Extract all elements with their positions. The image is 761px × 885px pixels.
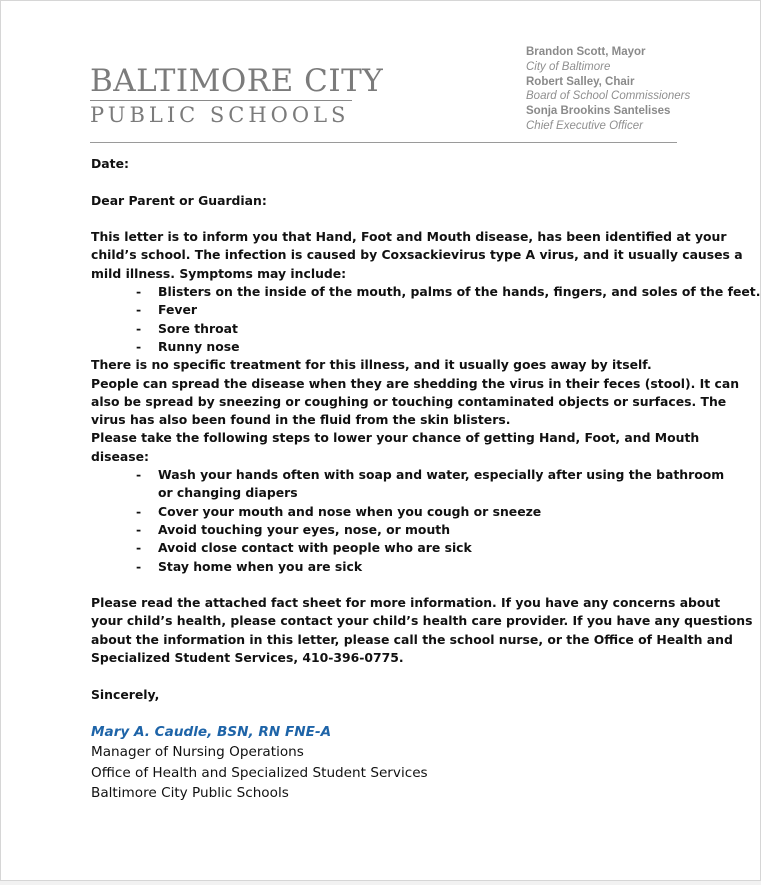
dash-bullet: - bbox=[136, 521, 142, 537]
list-item-text: Fever bbox=[158, 302, 197, 318]
official-name: Robert Salley, Chair bbox=[526, 75, 635, 88]
dash-bullet: - bbox=[136, 320, 142, 336]
treatment-text: There is no specific treatment for this illness, and it usually goes away by itself. bbox=[91, 357, 652, 373]
list-item bbox=[91, 320, 701, 338]
list-item bbox=[91, 466, 725, 503]
list-item-text-continued: or changing diapers bbox=[158, 485, 298, 501]
text-line: your child’s health, please contact your child’s health care provider. If you have any questions bbox=[91, 613, 753, 629]
list-item bbox=[91, 503, 701, 521]
officials-list bbox=[526, 45, 690, 134]
closing-paragraph bbox=[91, 594, 753, 667]
logo-wordmark-top: BALTIMORE CITY bbox=[90, 63, 384, 99]
list-item bbox=[91, 338, 701, 356]
letter-body bbox=[91, 155, 761, 803]
salutation: Dear Parent or Guardian: bbox=[91, 192, 267, 208]
list-item bbox=[91, 558, 701, 576]
list-item bbox=[91, 301, 701, 319]
text-line: Specialized Student Services, 410-396-0775. bbox=[91, 650, 404, 666]
list-item-text: Avoid close contact with people who are sick bbox=[158, 540, 472, 556]
list-item-text: Stay home when you are sick bbox=[158, 558, 363, 574]
text-line: This letter is to inform you that Hand, Foot and Mouth disease, has been identified at your bbox=[91, 229, 727, 245]
list-item-text: Cover your mouth and nose when you cough or sneeze bbox=[158, 503, 542, 519]
dash-bullet: - bbox=[136, 503, 142, 519]
signature-name: Mary A. Caudle, BSN, RN FNE-A bbox=[91, 724, 332, 741]
signature-office: Office of Health and Specialized Student Services bbox=[91, 764, 428, 781]
text-line: about the information in this letter, please call the school nurse, or the Office of Health and bbox=[91, 631, 733, 647]
dash-bullet: - bbox=[136, 302, 142, 318]
steps-intro bbox=[91, 429, 701, 466]
text-line: also be spread by sneezing or coughing or touching contaminated objects or surfaces. The bbox=[91, 393, 727, 409]
symptoms-list bbox=[91, 283, 761, 356]
dash-bullet: - bbox=[136, 338, 142, 354]
list-item-text: Runny nose bbox=[158, 338, 240, 354]
text-line: Please take the following steps to lower your chance of getting Hand, Foot, and Mouth bbox=[91, 430, 700, 446]
signature-block bbox=[91, 722, 701, 803]
intro-paragraph bbox=[91, 228, 743, 283]
list-item-text: Avoid touching your eyes, nose, or mouth bbox=[158, 521, 451, 537]
official-title: Chief Executive Officer bbox=[526, 119, 643, 132]
list-item-text: Blisters on the inside of the mouth, palms of the hands, fingers, and soles of the feet. bbox=[158, 284, 761, 300]
signature-org: Baltimore City Public Schools bbox=[91, 784, 289, 801]
text-line: child’s school. The infection is caused by Coxsackievirus type A virus, and it usually causes a bbox=[91, 247, 743, 263]
list-item-text: Sore throat bbox=[158, 320, 238, 336]
dash-bullet: - bbox=[136, 284, 142, 300]
list-item bbox=[91, 539, 701, 557]
official-title: City of Baltimore bbox=[526, 60, 611, 73]
text-line: mild illness. Symptoms may include: bbox=[91, 265, 347, 281]
text-line: People can spread the disease when they are shedding the virus in their feces (stool). It can bbox=[91, 375, 740, 391]
official-name: Sonja Brookins Santelises bbox=[526, 105, 671, 118]
date-label: Date: bbox=[91, 156, 129, 171]
official-name: Brandon Scott, Mayor bbox=[526, 46, 646, 58]
list-item bbox=[91, 283, 761, 301]
list-item-text: Wash your hands often with soap and water, especially after using the bathroom bbox=[158, 467, 725, 483]
spread-paragraph bbox=[91, 375, 740, 430]
district-logo bbox=[90, 63, 383, 128]
text-line: virus has also been found in the fluid from the skin blisters. bbox=[91, 412, 511, 428]
text-line: disease: bbox=[91, 448, 149, 464]
list-item bbox=[91, 521, 701, 539]
prevention-steps-list bbox=[91, 466, 725, 576]
signoff: Sincerely, bbox=[91, 686, 160, 702]
dash-bullet: - bbox=[136, 540, 142, 556]
letterhead-divider bbox=[90, 142, 677, 143]
official-title: Board of School Commissioners bbox=[526, 90, 691, 103]
dash-bullet: - bbox=[136, 558, 142, 574]
text-line: Please read the attached fact sheet for more information. If you have any concerns about bbox=[91, 595, 721, 611]
logo-wordmark-bottom: PUBLIC SCHOOLS bbox=[90, 103, 350, 127]
signature-role: Manager of Nursing Operations bbox=[91, 744, 304, 761]
logo-divider bbox=[90, 100, 352, 101]
dash-bullet: - bbox=[136, 467, 142, 483]
